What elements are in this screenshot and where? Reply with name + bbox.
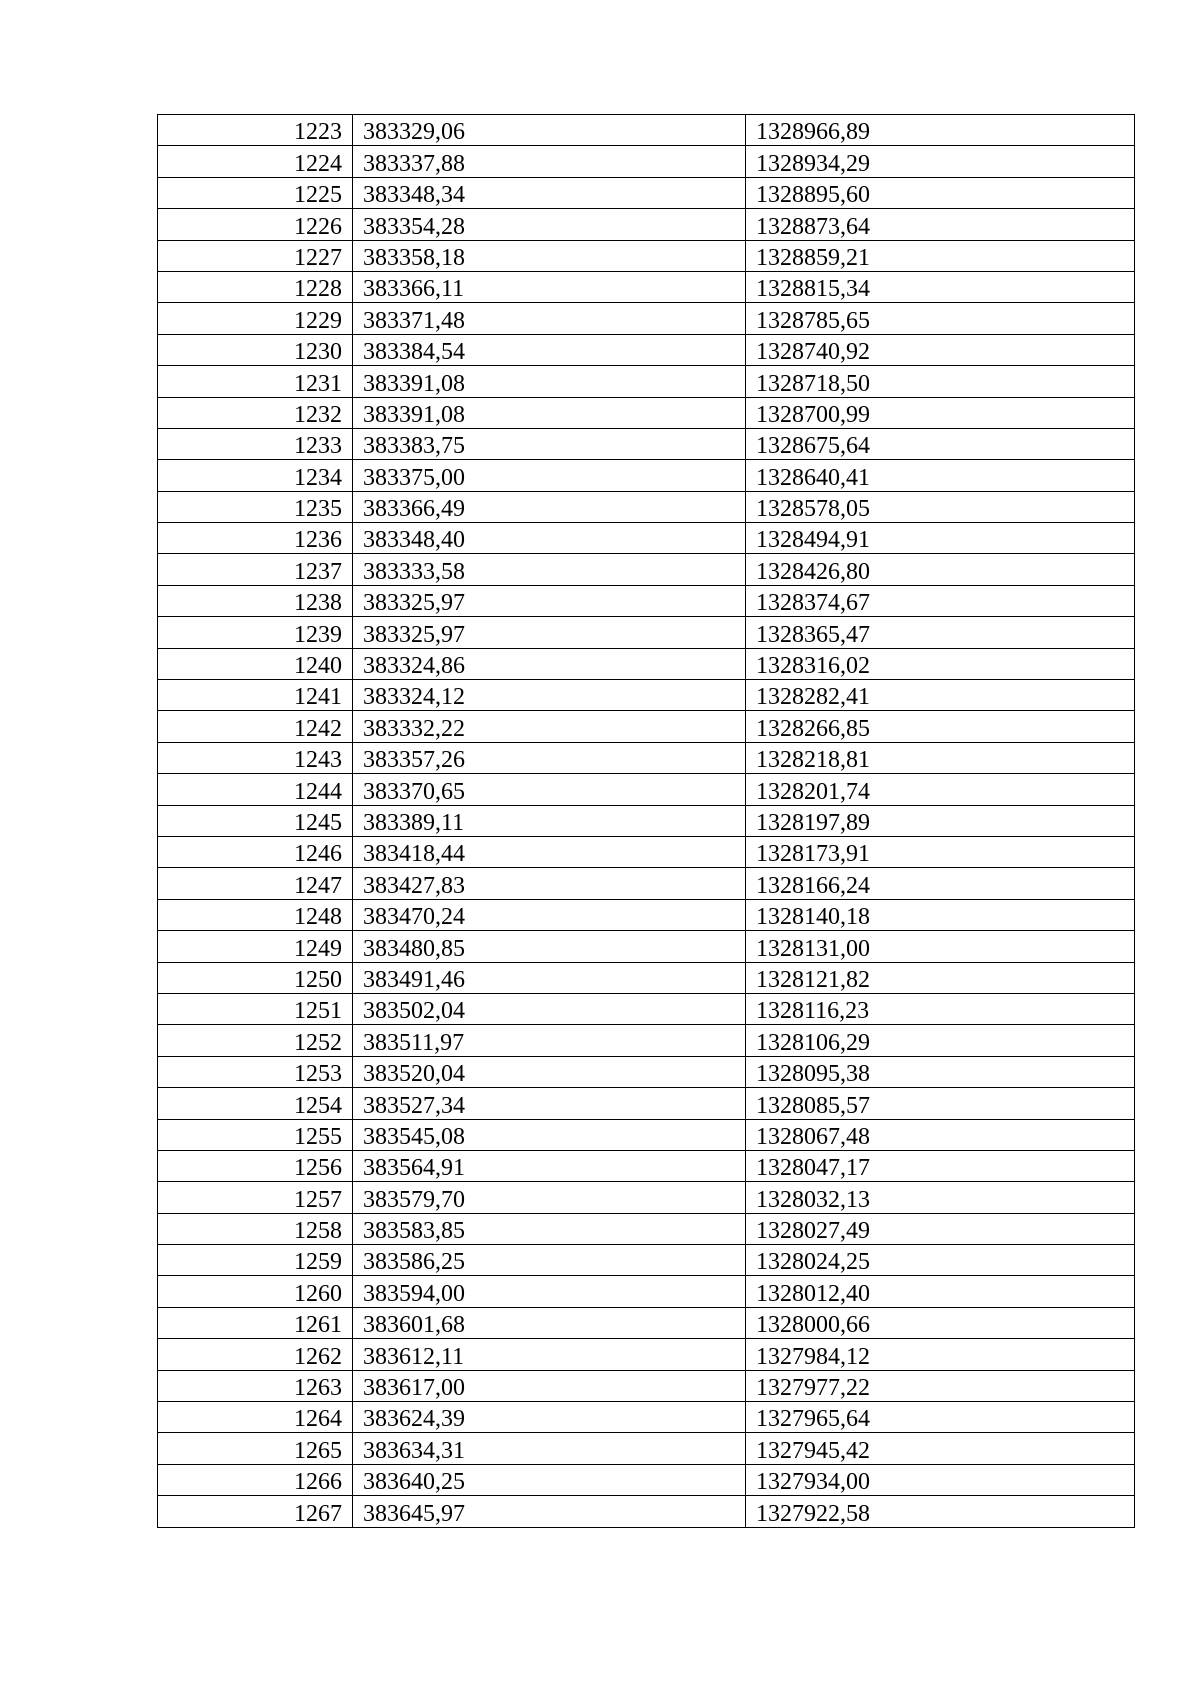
y-coordinate-cell: 1328578,05 <box>746 491 1135 522</box>
x-coordinate-cell: 383640,25 <box>353 1464 746 1495</box>
point-number-cell: 1233 <box>158 428 353 459</box>
x-coordinate-cell: 383333,58 <box>353 554 746 585</box>
table-row <box>158 303 1135 334</box>
table-row <box>158 1496 1135 1527</box>
x-coordinate-cell: 383366,11 <box>353 271 746 302</box>
table-row <box>158 680 1135 711</box>
table-row <box>158 397 1135 428</box>
point-number-cell: 1263 <box>158 1370 353 1401</box>
y-coordinate-cell: 1327945,42 <box>746 1433 1135 1464</box>
x-coordinate-cell: 383325,97 <box>353 617 746 648</box>
x-coordinate-cell: 383491,46 <box>353 962 746 993</box>
x-coordinate-cell: 383624,39 <box>353 1402 746 1433</box>
point-number-cell: 1253 <box>158 1056 353 1087</box>
x-coordinate-cell: 383583,85 <box>353 1213 746 1244</box>
point-number-cell: 1236 <box>158 523 353 554</box>
table-row <box>158 868 1135 899</box>
point-number-cell: 1240 <box>158 648 353 679</box>
table-row <box>158 271 1135 302</box>
point-number-cell: 1255 <box>158 1119 353 1150</box>
y-coordinate-cell: 1328027,49 <box>746 1213 1135 1244</box>
point-number-cell: 1247 <box>158 868 353 899</box>
x-coordinate-cell: 383389,11 <box>353 805 746 836</box>
point-number-cell: 1228 <box>158 271 353 302</box>
table-row <box>158 899 1135 930</box>
x-coordinate-cell: 383594,00 <box>353 1276 746 1307</box>
x-coordinate-cell: 383384,54 <box>353 334 746 365</box>
y-coordinate-cell: 1328173,91 <box>746 836 1135 867</box>
y-coordinate-cell: 1328494,91 <box>746 523 1135 554</box>
point-number-cell: 1248 <box>158 899 353 930</box>
x-coordinate-cell: 383634,31 <box>353 1433 746 1464</box>
y-coordinate-cell: 1328700,99 <box>746 397 1135 428</box>
x-coordinate-cell: 383527,34 <box>353 1088 746 1119</box>
table-row <box>158 1056 1135 1087</box>
x-coordinate-cell: 383418,44 <box>353 836 746 867</box>
y-coordinate-cell: 1327984,12 <box>746 1339 1135 1370</box>
table-row <box>158 209 1135 240</box>
y-coordinate-cell: 1328218,81 <box>746 742 1135 773</box>
y-coordinate-cell: 1328266,85 <box>746 711 1135 742</box>
x-coordinate-cell: 383470,24 <box>353 899 746 930</box>
point-number-cell: 1249 <box>158 931 353 962</box>
table-row <box>158 334 1135 365</box>
x-coordinate-cell: 383612,11 <box>353 1339 746 1370</box>
x-coordinate-cell: 383586,25 <box>353 1245 746 1276</box>
x-coordinate-cell: 383383,75 <box>353 428 746 459</box>
table-row <box>158 523 1135 554</box>
table-row <box>158 1464 1135 1495</box>
x-coordinate-cell: 383391,08 <box>353 397 746 428</box>
x-coordinate-cell: 383348,40 <box>353 523 746 554</box>
y-coordinate-cell: 1328873,64 <box>746 209 1135 240</box>
y-coordinate-cell: 1328095,38 <box>746 1056 1135 1087</box>
y-coordinate-cell: 1327922,58 <box>746 1496 1135 1527</box>
point-number-cell: 1235 <box>158 491 353 522</box>
table-row <box>158 1245 1135 1276</box>
x-coordinate-cell: 383329,06 <box>353 115 746 146</box>
x-coordinate-cell: 383391,08 <box>353 366 746 397</box>
table-row <box>158 146 1135 177</box>
point-number-cell: 1224 <box>158 146 353 177</box>
y-coordinate-cell: 1327977,22 <box>746 1370 1135 1401</box>
y-coordinate-cell: 1328067,48 <box>746 1119 1135 1150</box>
table-row <box>158 115 1135 146</box>
table-row <box>158 711 1135 742</box>
y-coordinate-cell: 1328047,17 <box>746 1150 1135 1181</box>
x-coordinate-cell: 383480,85 <box>353 931 746 962</box>
point-number-cell: 1252 <box>158 1025 353 1056</box>
x-coordinate-cell: 383324,12 <box>353 680 746 711</box>
point-number-cell: 1238 <box>158 585 353 616</box>
point-number-cell: 1259 <box>158 1245 353 1276</box>
point-number-cell: 1261 <box>158 1307 353 1338</box>
x-coordinate-cell: 383645,97 <box>353 1496 746 1527</box>
x-coordinate-cell: 383371,48 <box>353 303 746 334</box>
x-coordinate-cell: 383348,34 <box>353 177 746 208</box>
table-row <box>158 805 1135 836</box>
x-coordinate-cell: 383370,65 <box>353 774 746 805</box>
table-row <box>158 585 1135 616</box>
table-row <box>158 366 1135 397</box>
point-number-cell: 1267 <box>158 1496 353 1527</box>
y-coordinate-cell: 1328815,34 <box>746 271 1135 302</box>
y-coordinate-cell: 1328282,41 <box>746 680 1135 711</box>
y-coordinate-cell: 1328116,23 <box>746 993 1135 1024</box>
y-coordinate-cell: 1328012,40 <box>746 1276 1135 1307</box>
point-number-cell: 1241 <box>158 680 353 711</box>
y-coordinate-cell: 1328316,02 <box>746 648 1135 679</box>
table-row <box>158 836 1135 867</box>
y-coordinate-cell: 1328640,41 <box>746 460 1135 491</box>
point-number-cell: 1262 <box>158 1339 353 1370</box>
x-coordinate-cell: 383617,00 <box>353 1370 746 1401</box>
point-number-cell: 1245 <box>158 805 353 836</box>
point-number-cell: 1244 <box>158 774 353 805</box>
table-row <box>158 1119 1135 1150</box>
point-number-cell: 1266 <box>158 1464 353 1495</box>
point-number-cell: 1256 <box>158 1150 353 1181</box>
table-row <box>158 1370 1135 1401</box>
y-coordinate-cell: 1328966,89 <box>746 115 1135 146</box>
point-number-cell: 1250 <box>158 962 353 993</box>
table-row <box>158 491 1135 522</box>
y-coordinate-cell: 1328131,00 <box>746 931 1135 962</box>
table-row <box>158 177 1135 208</box>
table-row <box>158 774 1135 805</box>
x-coordinate-cell: 383332,22 <box>353 711 746 742</box>
table-row <box>158 554 1135 585</box>
x-coordinate-cell: 383545,08 <box>353 1119 746 1150</box>
table-row <box>158 1433 1135 1464</box>
y-coordinate-cell: 1328740,92 <box>746 334 1135 365</box>
x-coordinate-cell: 383564,91 <box>353 1150 746 1181</box>
table-row <box>158 931 1135 962</box>
table-row <box>158 1276 1135 1307</box>
y-coordinate-cell: 1328121,82 <box>746 962 1135 993</box>
y-coordinate-cell: 1328140,18 <box>746 899 1135 930</box>
y-coordinate-cell: 1328934,29 <box>746 146 1135 177</box>
table-row <box>158 1213 1135 1244</box>
coordinate-table <box>157 114 1135 1528</box>
y-coordinate-cell: 1328085,57 <box>746 1088 1135 1119</box>
y-coordinate-cell: 1328895,60 <box>746 177 1135 208</box>
point-number-cell: 1237 <box>158 554 353 585</box>
y-coordinate-cell: 1328785,65 <box>746 303 1135 334</box>
point-number-cell: 1257 <box>158 1182 353 1213</box>
point-number-cell: 1242 <box>158 711 353 742</box>
y-coordinate-cell: 1328365,47 <box>746 617 1135 648</box>
point-number-cell: 1243 <box>158 742 353 773</box>
point-number-cell: 1254 <box>158 1088 353 1119</box>
y-coordinate-cell: 1328718,50 <box>746 366 1135 397</box>
coordinate-table-body <box>158 115 1135 1528</box>
table-row <box>158 648 1135 679</box>
table-row <box>158 1307 1135 1338</box>
point-number-cell: 1232 <box>158 397 353 428</box>
y-coordinate-cell: 1328197,89 <box>746 805 1135 836</box>
point-number-cell: 1258 <box>158 1213 353 1244</box>
y-coordinate-cell: 1328675,64 <box>746 428 1135 459</box>
y-coordinate-cell: 1328000,66 <box>746 1307 1135 1338</box>
x-coordinate-cell: 383324,86 <box>353 648 746 679</box>
point-number-cell: 1264 <box>158 1402 353 1433</box>
table-row <box>158 617 1135 648</box>
y-coordinate-cell: 1327965,64 <box>746 1402 1135 1433</box>
point-number-cell: 1230 <box>158 334 353 365</box>
point-number-cell: 1231 <box>158 366 353 397</box>
y-coordinate-cell: 1328859,21 <box>746 240 1135 271</box>
table-row <box>158 428 1135 459</box>
point-number-cell: 1246 <box>158 836 353 867</box>
table-row <box>158 460 1135 491</box>
table-row <box>158 962 1135 993</box>
y-coordinate-cell: 1328024,25 <box>746 1245 1135 1276</box>
point-number-cell: 1229 <box>158 303 353 334</box>
table-row <box>158 1182 1135 1213</box>
x-coordinate-cell: 383357,26 <box>353 742 746 773</box>
y-coordinate-cell: 1328201,74 <box>746 774 1135 805</box>
table-row <box>158 993 1135 1024</box>
x-coordinate-cell: 383579,70 <box>353 1182 746 1213</box>
x-coordinate-cell: 383358,18 <box>353 240 746 271</box>
point-number-cell: 1239 <box>158 617 353 648</box>
point-number-cell: 1227 <box>158 240 353 271</box>
table-row <box>158 742 1135 773</box>
point-number-cell: 1251 <box>158 993 353 1024</box>
table-row <box>158 1150 1135 1181</box>
x-coordinate-cell: 383325,97 <box>353 585 746 616</box>
y-coordinate-cell: 1328426,80 <box>746 554 1135 585</box>
x-coordinate-cell: 383511,97 <box>353 1025 746 1056</box>
x-coordinate-cell: 383427,83 <box>353 868 746 899</box>
table-row <box>158 1339 1135 1370</box>
point-number-cell: 1225 <box>158 177 353 208</box>
x-coordinate-cell: 383601,68 <box>353 1307 746 1338</box>
x-coordinate-cell: 383375,00 <box>353 460 746 491</box>
table-row <box>158 1402 1135 1433</box>
table-row <box>158 1025 1135 1056</box>
y-coordinate-cell: 1328032,13 <box>746 1182 1135 1213</box>
table-row <box>158 1088 1135 1119</box>
point-number-cell: 1226 <box>158 209 353 240</box>
point-number-cell: 1223 <box>158 115 353 146</box>
y-coordinate-cell: 1327934,00 <box>746 1464 1135 1495</box>
x-coordinate-cell: 383502,04 <box>353 993 746 1024</box>
table-row <box>158 240 1135 271</box>
y-coordinate-cell: 1328374,67 <box>746 585 1135 616</box>
point-number-cell: 1265 <box>158 1433 353 1464</box>
point-number-cell: 1260 <box>158 1276 353 1307</box>
x-coordinate-cell: 383366,49 <box>353 491 746 522</box>
x-coordinate-cell: 383354,28 <box>353 209 746 240</box>
x-coordinate-cell: 383520,04 <box>353 1056 746 1087</box>
y-coordinate-cell: 1328106,29 <box>746 1025 1135 1056</box>
x-coordinate-cell: 383337,88 <box>353 146 746 177</box>
y-coordinate-cell: 1328166,24 <box>746 868 1135 899</box>
point-number-cell: 1234 <box>158 460 353 491</box>
